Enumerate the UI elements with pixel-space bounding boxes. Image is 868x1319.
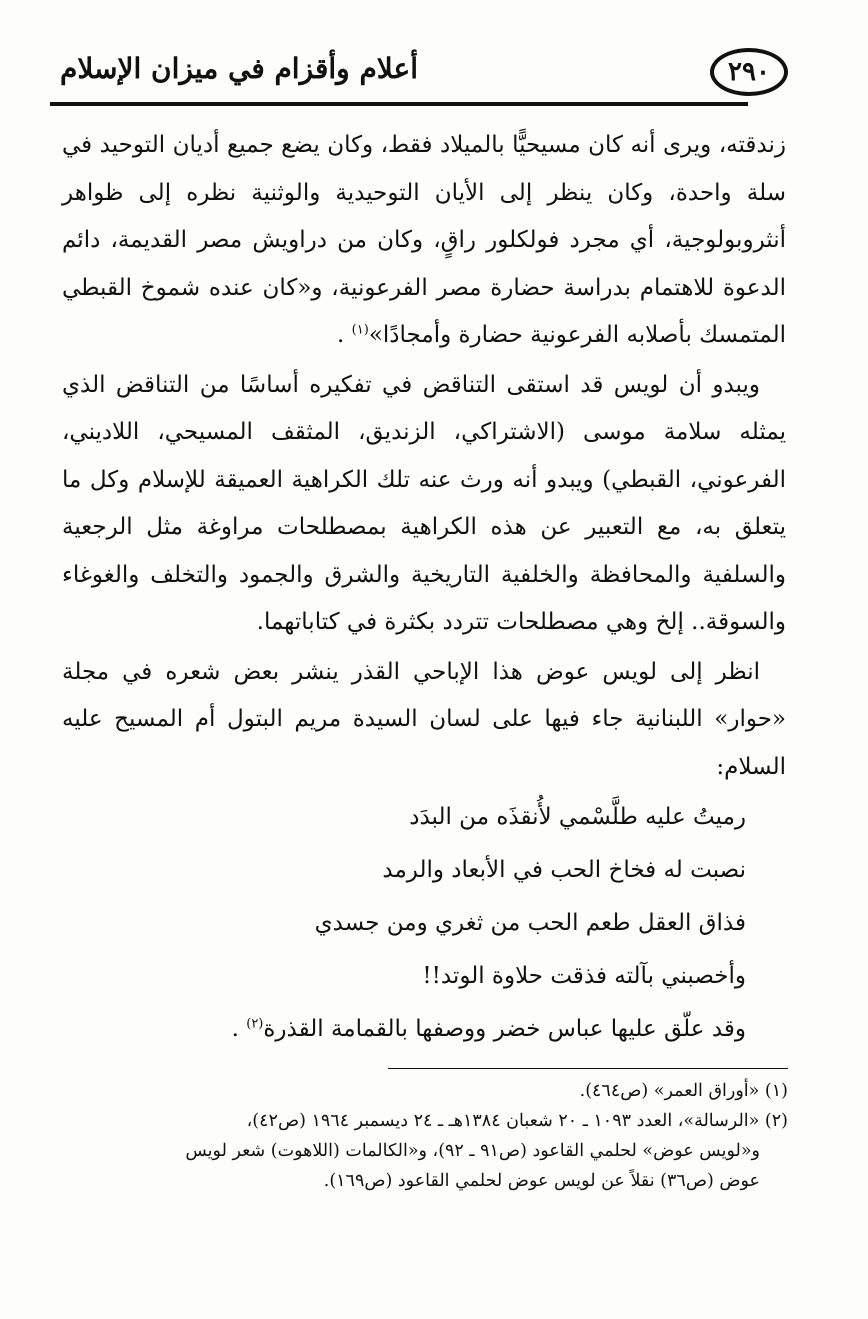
main-text xyxy=(62,122,786,1056)
footnote-1: (١) «أوراق العمر» (ص٤٦٤). xyxy=(579,1081,788,1101)
poem xyxy=(62,791,786,1056)
page-number: ٢٩٠ xyxy=(710,48,788,96)
closing-text: وقد علّق عليها عباس خضر ووصفها بالقمامة القذرة xyxy=(263,1016,746,1042)
footnote-2-line-2: و«لويس عوض» لحلمي القاعود (ص٩١ ـ ٩٢)، و«الكالمات (اللاهوت) شعر لويس xyxy=(185,1141,760,1161)
paragraph-1-end: . xyxy=(337,322,352,348)
paragraph-1 xyxy=(62,122,786,360)
footnote-ref-2: (٢) xyxy=(246,1016,264,1032)
poem-line-4: وأخصبني بآلته فذقت حلاوة الوتد!! xyxy=(422,963,746,989)
running-title: أعلام وأقزام في ميزان الإسلام xyxy=(60,52,418,85)
page-header xyxy=(50,44,788,106)
header-rule xyxy=(50,102,748,106)
poem-line-1: رميتُ عليه طلَّسْمي لأُنقذَه من البدَد xyxy=(409,804,746,830)
paragraph-2: ويبدو أن لويس قد استقى التناقض في تفكيره أساسًا من التناقض الذي يمثله سلامة موسى (الاشتراكي، الزنديق، المثقف المسيحي، اللاديني، الفرعوني، القبطي) ويبدو أنه ورث عنه تلك الكراهية العميقة للإسلام وكل ما يتعلق به، مع التعبير عن هذه الكراهية بمصطلحات مراوغة مثل الرجعية والسلفية والمحافظة والخلفية التاريخية والشرق والجمود والتخلف والغوغاء والسوقة.. إلخ وهي مصطلحات تتردد بكثرة في كتاباتهما. xyxy=(62,371,786,635)
poem-line-3: فذاق العقل طعم الحب من ثغري ومن جسدي xyxy=(314,910,746,936)
footnote-divider xyxy=(388,1068,788,1069)
closing-line xyxy=(62,1003,746,1056)
footnotes xyxy=(58,1076,788,1196)
footnote-2-line-1: (٢) «الرسالة»، العدد ١٠٩٣ ـ ٢٠ شعبان ١٣٨٤هـ ـ ٢٤ ديسمبر ١٩٦٤ (ص٤٢)، xyxy=(246,1111,788,1131)
paragraph-1-text: زندقته، ويرى أنه كان مسيحيًّا بالميلاد فقط، وكان يضع جميع أديان التوحيد في سلة واحدة، وكان ينظر إلى الأيان التوحيدية والوثنية نظره إلى ظواهر أنثروبولوجية، أي مجرد فولكلور راقٍ، وكان من دراويش مصر القديمة، دائم الدعوة للاهتمام بدراسة حضارة مصر الفرعونية، و«كان عنده شموخ القبطي المتمسك بأصلابه الفرعونية حضارة وأمجادًا» xyxy=(62,132,786,348)
footnote-ref-1: (١) xyxy=(351,322,369,338)
poem-line-2: نصبت له فخاخ الحب في الأبعاد والرمد xyxy=(382,857,746,883)
closing-end: . xyxy=(231,1016,247,1042)
paragraph-3: انظر إلى لويس عوض هذا الإباحي القذر ينشر بعض شعره في مجلة «حوار» اللبنانية جاء فيها على لسان السيدة مريم البتول أم المسيح عليه السلام: xyxy=(62,658,786,780)
footnote-2-line-3: عوض (ص٣٦) نقلاً عن لويس عوض لحلمي القاعود (ص١٦٩). xyxy=(323,1171,760,1191)
